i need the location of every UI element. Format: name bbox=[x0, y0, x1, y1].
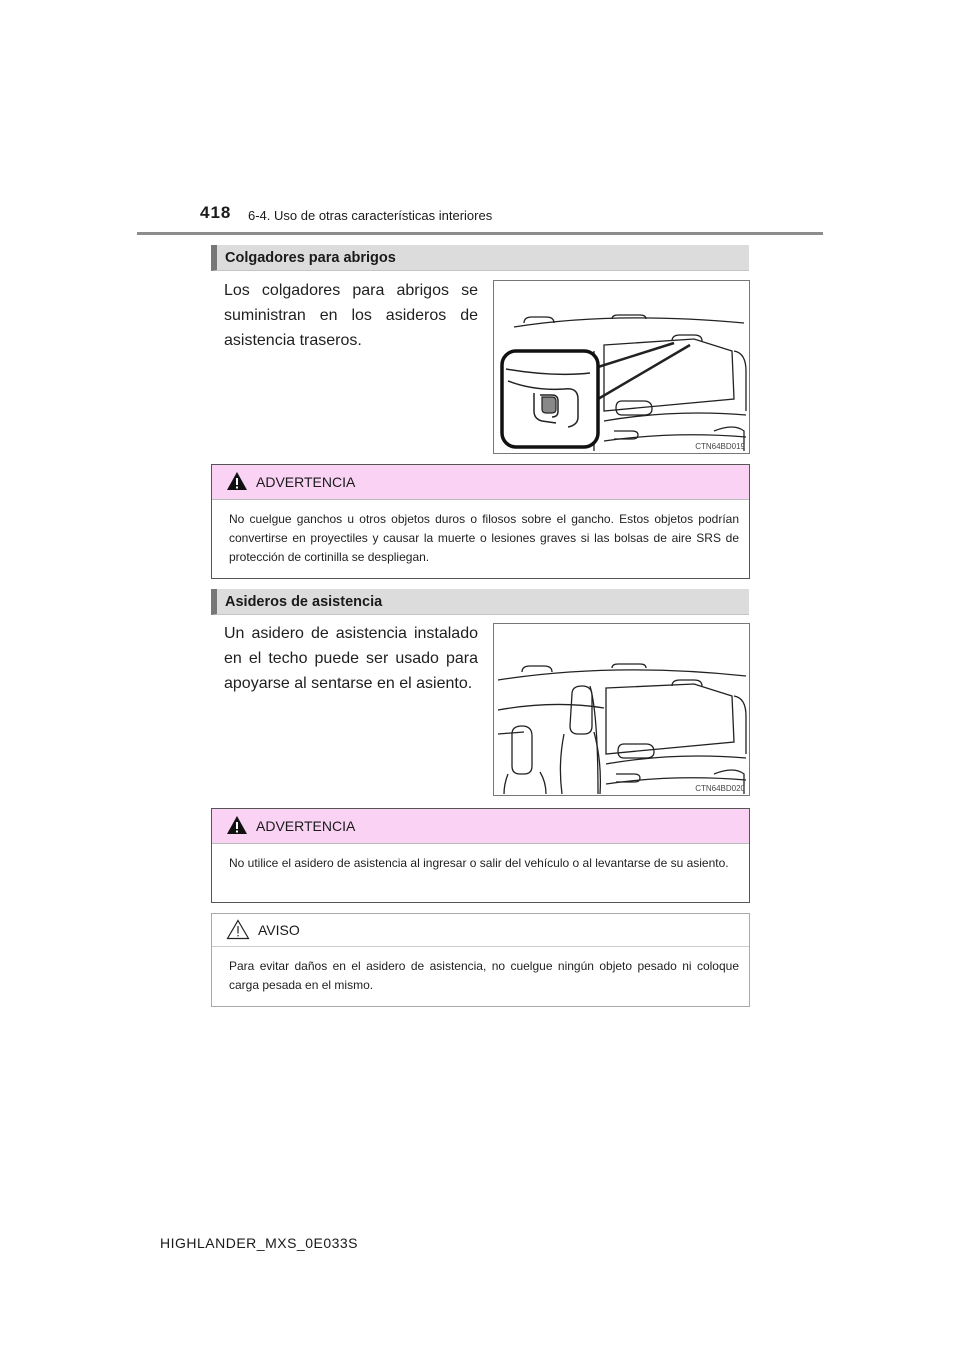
header-rule bbox=[137, 232, 823, 235]
section-text-assist-grips: Un asidero de asistencia instalado en el techo puede ser usado para apoyarse al sentarse en el asiento. bbox=[224, 625, 478, 692]
warning-box-coat-hooks bbox=[211, 464, 750, 579]
section-heading-assist-grips: Asideros de asistencia bbox=[211, 589, 749, 615]
warning-box-assist-grips bbox=[211, 808, 750, 903]
warning-header bbox=[212, 465, 749, 500]
warning-label: ADVERTENCIA bbox=[256, 474, 356, 490]
section-text-coat-hooks: Los colgadores para abrigos se suministran en los asideros de asistencia traseros. bbox=[224, 282, 478, 349]
notice-label: AVISO bbox=[258, 922, 300, 938]
notice-header bbox=[212, 914, 749, 947]
warning-label: ADVERTENCIA bbox=[256, 818, 356, 834]
warning-text: No utilice el asidero de asistencia al ingresar o salir del vehículo o al levantarse de su asiento. bbox=[229, 856, 729, 870]
caution-triangle-icon bbox=[226, 919, 250, 940]
model-code: HIGHLANDER_MXS_0E033S bbox=[160, 1235, 359, 1251]
figure-code: CTN64BD019 bbox=[695, 442, 745, 451]
page-number: 418 bbox=[200, 203, 232, 222]
coat-hook-illustration bbox=[493, 280, 750, 454]
notice-box bbox=[211, 913, 750, 1007]
assist-grip-illustration bbox=[493, 623, 750, 796]
figure-code: CTN64BD020 bbox=[695, 784, 745, 793]
warning-triangle-icon bbox=[226, 815, 248, 835]
warning-triangle-icon bbox=[226, 471, 248, 491]
warning-text: No cuelgue ganchos u otros objetos duros o filosos sobre el gancho. Estos objetos podrían convertirse en proyectiles y causar la muerte o lesiones graves si las bolsas de aire SRS de protección de cortinilla se despliegan. bbox=[229, 512, 739, 564]
chapter-title: 6-4. Uso de otras características interiores bbox=[248, 208, 493, 223]
coat-hook-drawing bbox=[494, 281, 749, 453]
section-heading-coat-hooks: Colgadores para abrigos bbox=[211, 245, 749, 271]
assist-grip-drawing bbox=[494, 624, 749, 795]
warning-header bbox=[212, 809, 749, 844]
notice-text: Para evitar daños en el asidero de asistencia, no cuelgue ningún objeto pesado ni coloque carga pesada en el mismo. bbox=[229, 959, 739, 992]
